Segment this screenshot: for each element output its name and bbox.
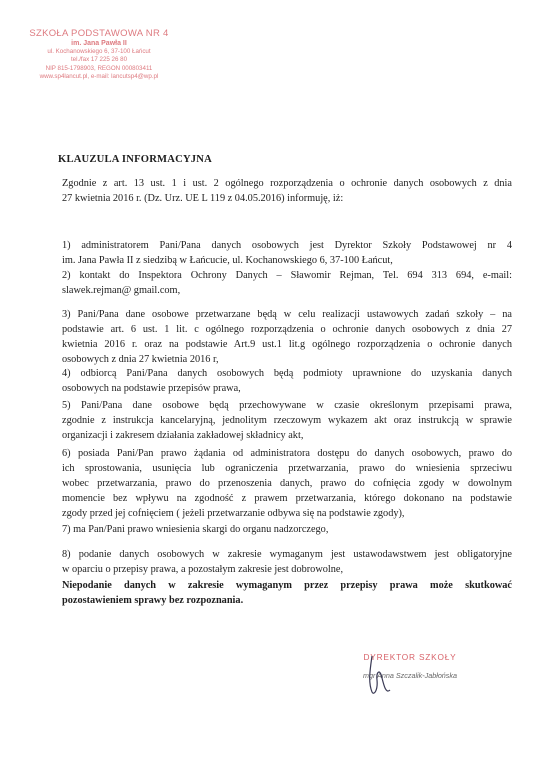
clause-item-6 <box>62 446 512 521</box>
stamp-phone: tel./fax 17 225 26 80 <box>70 56 128 64</box>
text-line: momencie bez wpływu na zgodność z prawem przetwarzania, którego dokonano na podstawie <box>62 493 512 504</box>
text-line: slawek.rejman@ gmail.com, <box>62 285 181 296</box>
stamp-nip-regon: NIP 815-1798903, REGON 000803411 <box>45 64 153 72</box>
text-line: 8) podanie danych osobowych w zakresie wymaganym jest ustawodawstwem jest obligatoryjne <box>62 549 512 560</box>
text-line: 27 kwietnia 2016 r. (Dz. Urz. UE L 119 z 04.05.2016) informuję, iż: <box>62 193 344 204</box>
clause-item-3 <box>62 307 512 367</box>
stamp-www-email: www.sp4lancut.pl, e-mail: lancutsp4@wp.pl <box>39 72 159 80</box>
text-line: im. Jana Pawła II z siedzibą w Łańcucie, ul. Kochanowskiego 6, 37-100 Łańcut, <box>62 255 393 266</box>
clause-item-5 <box>62 398 512 443</box>
text-line: organizacji i zakresem działania zakładowej składnicy akt, <box>62 430 304 441</box>
text-line: Zgodnie z art. 13 ust. 1 i ust. 2 ogólnego rozporządzenia o ochronie danych osobowych z dnia <box>62 178 512 189</box>
text-line: 5) Pani/Pana dane osobowe będą przechowywane w czasie określonym przepisami prawa, <box>62 400 512 411</box>
text-line: 1) administratorem Pani/Pana danych osobowych jest Dyrektor Szkoły Podstawowej nr 4 <box>62 240 512 251</box>
text-line: w oparciu o przepisy prawa, a pozostałym zakresie jest dobrowolne, <box>62 564 344 575</box>
text-line: 4) odbiorcą Pani/Pana danych osobowych będą podmioty uprawnione do uzyskania danych <box>62 368 512 379</box>
document-title: KLAUZULA INFORMACYJNA <box>58 154 212 165</box>
clause-item-2 <box>62 268 512 298</box>
text-line: 2) kontakt do Inspektora Ochrony Danych – Sławomir Rejman, Tel. 694 313 694, e-mail: <box>62 270 512 281</box>
text-line: wobec przetwarzania, prawo do przenoszenia danych, prawo do cofnięcia zgody w dowolnym <box>62 478 512 489</box>
handwritten-signature <box>360 650 400 700</box>
intro-paragraph <box>62 176 512 206</box>
text-line: kwietnia 2016 r. oraz na podstawie Art.9 ust.1 lit.g ogólnego rozporządzenia o ochronie danych <box>62 339 512 350</box>
text-line: 6) posiada Pani/Pan prawo żądania od administratora dostępu do danych osobowych, prawo do <box>62 448 512 459</box>
text-line: zgody przed jej cofnięciem ( jeżeli przetwarzanie odbywa się na podstawie zgody), <box>62 508 405 519</box>
clause-item-7 <box>62 522 512 537</box>
text-line: podstawie art. 6 ust. 1 lit. c ogólnego rozporządzenia o ochronie danych osobowych z dnia 27 <box>62 324 512 335</box>
text-line: zgodnie z instrukcja kancelaryjną, jednolitym rzeczowym wykazem akt oraz instrukcją w sprawie <box>62 415 512 426</box>
final-notice <box>62 578 512 608</box>
clause-item-8 <box>62 547 512 577</box>
text-line: osobowych z dnia 27 kwietnia 2016 r, <box>62 354 219 365</box>
text-line: Niepodanie danych w zakresie wymaganym przez przepisy prawa może skutkować <box>62 580 512 591</box>
stamp-address: ul. Kochanowskiego 6, 37-100 Łańcut <box>47 48 151 55</box>
text-line: pozostawieniem sprawy bez rozpoznania. <box>62 595 244 606</box>
signature-block <box>320 652 500 680</box>
text-line: 3) Pani/Pana dane osobowe przetwarzane będą w celu realizacji ustawowych zadań szkoły – na <box>62 309 512 320</box>
school-stamp <box>14 28 184 81</box>
text-line: osobowych na podstawie przepisów prawa, <box>62 383 241 394</box>
stamp-school-name: SZKOŁA PODSTAWOWA NR 4 <box>29 28 169 39</box>
stamp-patron: im. Jana Pawła II <box>71 40 127 47</box>
signature-role: DYREKTOR SZKOŁY <box>363 652 457 662</box>
signature-name: mgr Anna Szczalik-Jabłońska <box>362 671 457 680</box>
clause-item-1 <box>62 238 512 268</box>
text-line: ich sprostowania, usunięcia lub ograniczenia przetwarzania, prawo do wniesienia sprzeciwu <box>62 463 512 474</box>
text-line: 7) ma Pan/Pani prawo wniesienia skargi do organu nadzorczego, <box>62 524 329 535</box>
clause-item-4 <box>62 366 512 396</box>
